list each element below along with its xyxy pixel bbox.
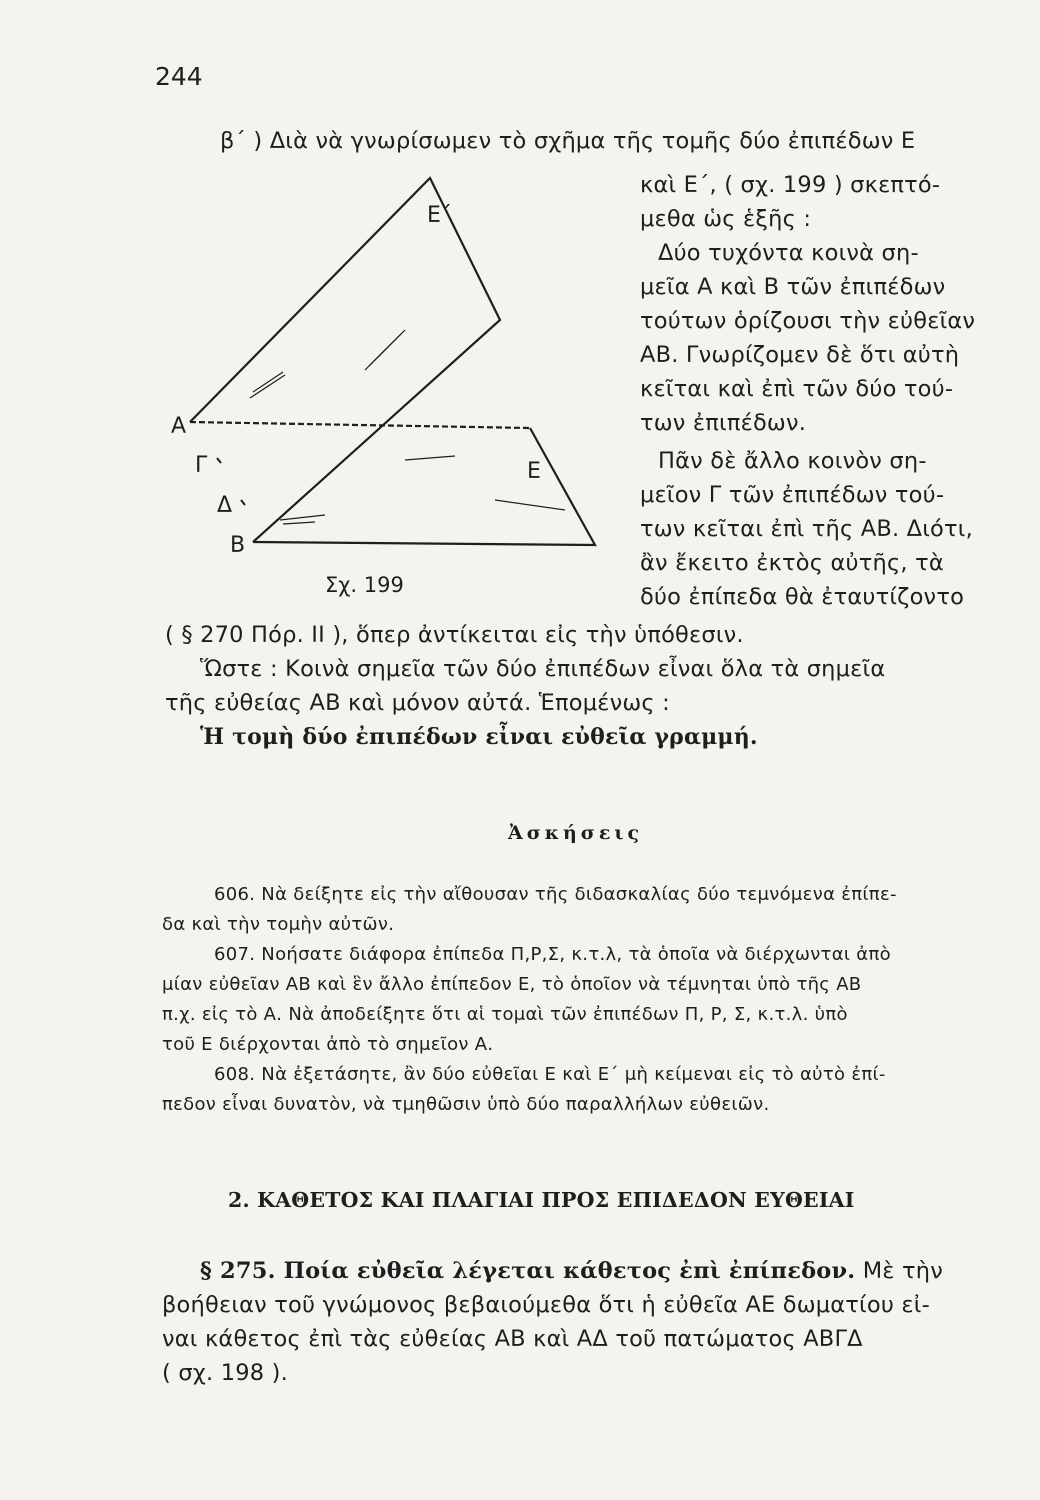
intro-line-1: β΄ ) Διὰ νὰ γνωρίσωμεν τὸ σχῆμα τῆς τομῆς δύο ἐπιπέδων Ε bbox=[220, 128, 916, 154]
column-line: τούτων ὁρίζουσι τὴν εὐθεῖαν bbox=[640, 308, 976, 334]
tick-d bbox=[241, 500, 245, 505]
label-e: Ε bbox=[527, 459, 541, 484]
column-line: των ἐπιπέδων. bbox=[640, 410, 807, 436]
exercise-line: 606. Νὰ δείξητε εἰς τὴν αἴθουσαν τῆς διδασκαλίας δύο τεμνόμενα ἐπίπε- bbox=[214, 884, 897, 905]
conclusion: Ἡ τομὴ δύο ἐπιπέδων εἶναι εὐθεῖα γραμμή. bbox=[200, 724, 758, 750]
column-line: Πᾶν δὲ ἄλλο κοινὸν ση- bbox=[658, 448, 927, 474]
exercise-line: 607. Νοήσατε διάφορα ἐπίπεδα Π,Ρ,Σ, κ.τ.λ, τὰ ὁποῖα νὰ διέρχωνται ἀπὸ bbox=[214, 944, 891, 965]
hatch-2 bbox=[253, 372, 283, 392]
figure-199-planes bbox=[165, 160, 635, 610]
line-a bbox=[190, 422, 530, 428]
hatch-5 bbox=[405, 456, 455, 460]
section-275-first-line bbox=[200, 1258, 943, 1284]
hatch-7 bbox=[280, 515, 325, 520]
hatch-8 bbox=[283, 522, 315, 524]
section-275-rest: Μὲ τὴν bbox=[855, 1258, 943, 1284]
exercise-line: π.χ. εἰς τὸ Α. Νὰ ἀποδείξητε ὅτι αἱ τομαὶ τῶν ἐπιπέδων Π, Ρ, Σ, κ.τ.λ. ὑπὸ bbox=[162, 1004, 848, 1025]
exercise-line: δα καὶ τὴν τομὴν αὐτῶν. bbox=[162, 914, 395, 935]
column-line: μεῖον Γ τῶν ἐπιπέδων τού- bbox=[640, 482, 945, 508]
section-275-line: ναι κάθετος ἐπὶ τὰς εὐθείας ΑΒ καὶ ΑΔ τοῦ πατώματος ΑΒΓΔ bbox=[162, 1326, 863, 1352]
plane-e-outline bbox=[253, 428, 595, 545]
column-line: ἂν ἔκειτο ἐκτὸς αὐτῆς, τὰ bbox=[640, 550, 944, 576]
after-line: ( § 270 Πόρ. ΙΙ ), ὅπερ ἀντίκειται εἰς τὴν ὑπόθεσιν. bbox=[165, 622, 744, 648]
section-275-line: ( σχ. 198 ). bbox=[162, 1360, 288, 1386]
hatch-4 bbox=[369, 334, 401, 366]
section-275-line: βοήθειαν τοῦ γνώμονος βεβαιούμεθα ὅτι ἡ εὐθεῖα ΑΕ δωματίου εἰ- bbox=[162, 1292, 930, 1318]
tick-g bbox=[217, 458, 221, 463]
column-line: των κεῖται ἐπὶ τῆς ΑΒ. Διότι, bbox=[640, 516, 973, 542]
label-d: Δ bbox=[217, 493, 233, 518]
exercise-line: πεδον εἶναι δυνατὸν, νὰ τμηθῶσιν ὑπὸ δύο παραλλήλων εὐθειῶν. bbox=[162, 1094, 770, 1115]
exercises-heading: Ἀσκήσεις bbox=[508, 822, 644, 844]
label-e-prime: Ε΄ bbox=[427, 203, 452, 228]
column-line: Δύο τυχόντα κοινὰ ση- bbox=[658, 240, 919, 266]
column-line: μεῖα Α καὶ Β τῶν ἐπιπέδων bbox=[640, 274, 946, 300]
page-number: 244 bbox=[155, 62, 203, 91]
label-a: Α bbox=[171, 414, 187, 439]
hatch-6 bbox=[495, 500, 565, 510]
exercise-line: 608. Νὰ ἐξετάσητε, ἂν δύο εὐθεῖαι Ε καὶ Ε΄ μὴ κείμεναι εἰς τὸ αὐτὸ ἐπί- bbox=[214, 1064, 886, 1085]
column-line: δύο ἐπίπεδα θὰ ἐταυτίζοντο bbox=[640, 584, 965, 610]
section-275-heading: § 275. Ποία εὐθεῖα λέγεται κάθετος ἐπὶ ἐπίπεδον. bbox=[200, 1258, 856, 1284]
plane-e-prime-outline bbox=[190, 178, 500, 542]
column-line: κεῖται καὶ ἐπὶ τῶν δύο τού- bbox=[640, 376, 954, 402]
section-title: 2. ΚΑΘΕΤΟΣ ΚΑΙ ΠΛΑΓΙΑΙ ΠΡΟΣ ΕΠΙΔΕΔΟΝ ΕΥΘΕΙΑΙ bbox=[228, 1188, 855, 1212]
column-line: ΑΒ. Γνωρίζομεν δὲ ὅτι αὐτὴ bbox=[640, 342, 960, 368]
label-g: Γ bbox=[195, 453, 208, 478]
exercise-line: τοῦ Ε διέρχονται ἀπὸ τὸ σημεῖον Α. bbox=[162, 1034, 494, 1055]
after-line: Ὥστε : Κοινὰ σημεῖα τῶν δύο ἐπιπέδων εἶναι ὅλα τὰ σημεῖα bbox=[200, 656, 886, 682]
intro-line-2: καὶ Ε΄, ( σχ. 199 ) σκεπτό- bbox=[640, 172, 941, 198]
hatch-1 bbox=[250, 375, 285, 398]
figure-caption: Σχ. 199 bbox=[325, 573, 404, 597]
label-b: Β bbox=[230, 533, 246, 558]
after-line: τῆς εὐθείας ΑΒ καὶ μόνον αὐτά. Ἑπομένως : bbox=[165, 690, 670, 716]
exercise-line: μίαν εὐθεῖαν ΑΒ καὶ ἓν ἄλλο ἐπίπεδον Ε, τὸ ὁποῖον νὰ τέμνηται ὑπὸ τῆς ΑΒ bbox=[162, 974, 862, 995]
intro-line-3: μεθα ὡς ἑξῆς : bbox=[640, 206, 812, 232]
